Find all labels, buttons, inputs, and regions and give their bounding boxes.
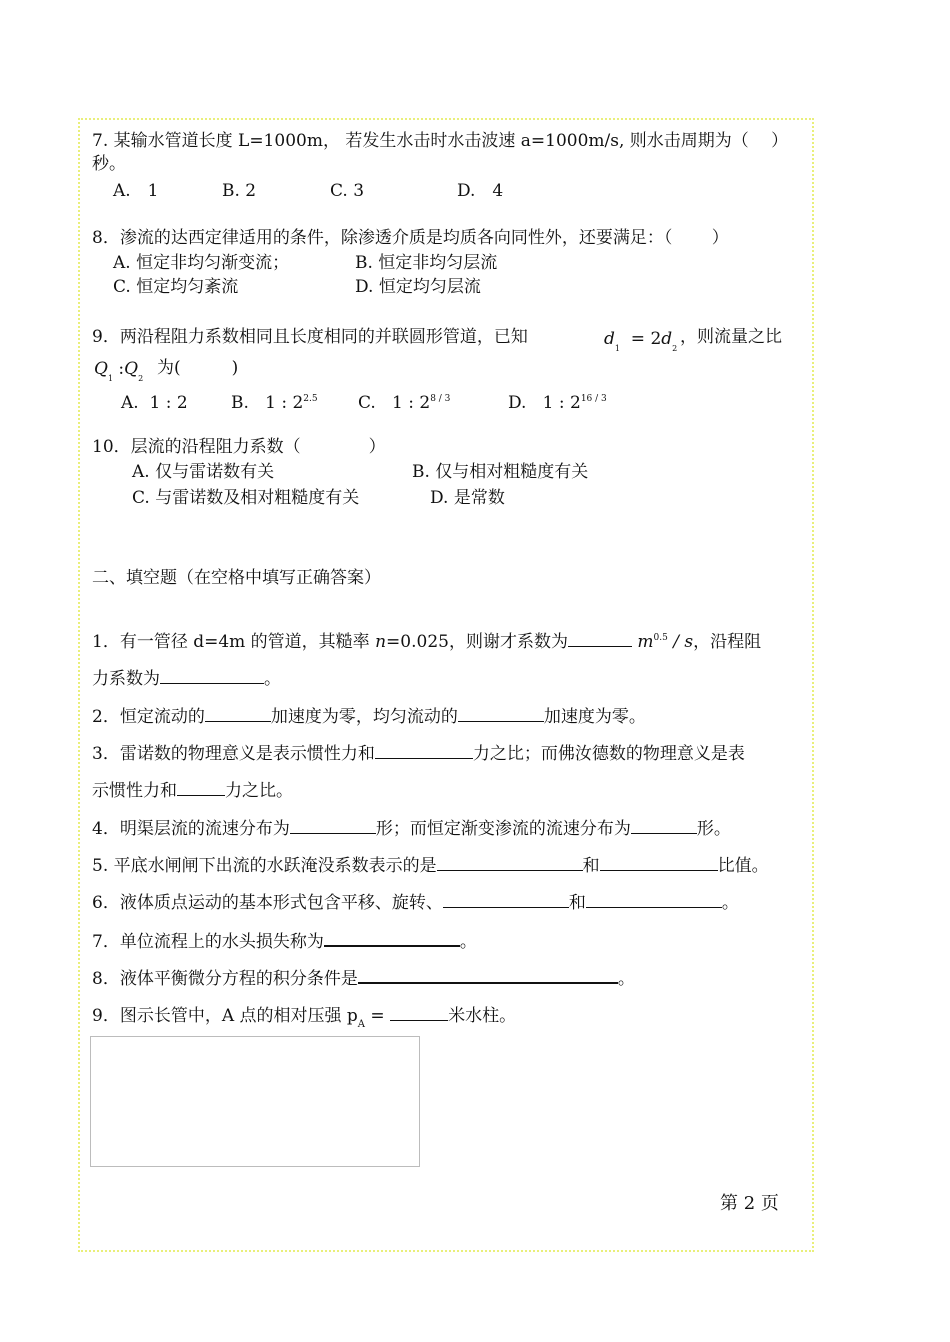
question-8-option-c: C. 恒定均匀紊流 <box>113 277 239 297</box>
question-10-option-a: A. 仅与雷诺数有关 <box>132 462 275 482</box>
fill-question-1-line-1: 1．有一管径 d=4m 的管道，其糙率 n=0.025，则谢才系数为 $m^{0.5}$ / s，沿程阻 <box>92 632 762 652</box>
answer-blank[interactable] <box>443 891 569 908</box>
answer-blank[interactable] <box>390 1004 448 1021</box>
question-10-option-c: C. 与雷诺数及相对粗糙度有关 <box>132 488 360 508</box>
question-9-d-relation: $d_1 = 2d_2$ <box>604 329 678 353</box>
section-title: 二、填空题（在空格中填写正确答案） <box>92 568 381 588</box>
question-9-stem-b: ，则流量之比 <box>680 327 782 347</box>
answer-blank[interactable] <box>177 779 225 796</box>
fill-question-6: 6．液体质点运动的基本形式包含平移、旋转、 和 。 <box>92 893 739 913</box>
answer-blank[interactable] <box>458 705 544 722</box>
fill-question-2: 2．恒定流动的 加速度为零，均匀流动的 加速度为零。 <box>92 707 646 727</box>
answer-blank[interactable] <box>437 854 583 871</box>
question-8-option-b: B. 恒定非均匀层流 <box>355 253 498 273</box>
question-7-option-d: D. 4 <box>457 181 504 201</box>
question-7-stem: 7. 某输水管道长度 L=1000m， 若发生水击时水击波速 a=1000m/s, 则水击周期为（ ） <box>92 131 789 151</box>
question-9-stem-a: 9．两沿程阻力系数相同且长度相同的并联圆形管道，已知 <box>92 327 528 347</box>
answer-blank[interactable] <box>586 891 722 908</box>
answer-blank[interactable] <box>324 929 460 947</box>
fill-question-8: 8．液体平衡微分方程的积分条件是 。 <box>92 966 635 990</box>
answer-blank[interactable] <box>375 742 473 759</box>
fill-question-7: 7．单位流程上的水头损失称为 。 <box>92 929 477 953</box>
question-9-option-c: C. 1 : $2^{8 / 3}$ <box>358 393 451 413</box>
fill-question-3-line-2: 示惯性力和 力之比。 <box>92 781 293 801</box>
question-8-option-a: A. 恒定非均匀渐变流； <box>113 253 290 273</box>
question-9-option-d: D. 1 : $2^{16 / 3}$ <box>508 393 607 413</box>
question-8-option-d: D. 恒定均匀层流 <box>355 277 481 297</box>
question-10-option-b: B. 仅与相对粗糙度有关 <box>412 462 589 482</box>
answer-blank[interactable] <box>160 667 264 684</box>
question-9-option-b: B. 1 : $2^{2.5}$ <box>231 393 318 413</box>
answer-blank[interactable] <box>631 817 697 834</box>
fill-question-3-line-1: 3．雷诺数的物理意义是表示惯性力和 力之比；而佛汝德数的物理意义是表 <box>92 744 745 764</box>
question-9-stem-c: 为( ) <box>157 358 239 378</box>
fill-question-5: 5. 平底水闸闸下出流的水跃淹没系数表示的是 和 比值。 <box>92 856 769 876</box>
answer-blank[interactable] <box>600 854 718 871</box>
figure-placeholder <box>90 1036 420 1167</box>
page-number: 第 2 页 <box>720 1193 779 1214</box>
answer-blank[interactable] <box>568 630 632 647</box>
fill-question-9: 9．图示长管中，A 点的相对压强 $p_A$ = 米水柱。 <box>92 1006 517 1030</box>
fill-question-1-line-2: 力系数为 。 <box>92 669 281 689</box>
question-7-option-a: A. 1 <box>113 181 159 201</box>
answer-blank[interactable] <box>205 705 271 722</box>
answer-blank[interactable] <box>358 966 618 984</box>
question-7-stem-cont: 秒。 <box>92 154 126 174</box>
answer-blank[interactable] <box>290 817 376 834</box>
question-8-stem: 8．渗流的达西定律适用的条件，除渗透介质是均质各向同性外，还要满足：（ ） <box>92 228 729 248</box>
question-9-option-a: A. 1 : 2 <box>121 393 188 413</box>
question-10-option-d: D. 是常数 <box>430 488 505 508</box>
fill-question-4: 4．明渠层流的流速分布为 形；而恒定渐变渗流的流速分布为 形。 <box>92 819 731 839</box>
question-10-stem: 10．层流的沿程阻力系数（ ） <box>92 437 386 457</box>
question-7-option-c: C. 3 <box>330 181 365 201</box>
question-7-option-b: B. 2 <box>222 181 257 201</box>
question-9-q-ratio: $Q_1$ $:Q_2$ <box>94 359 144 383</box>
